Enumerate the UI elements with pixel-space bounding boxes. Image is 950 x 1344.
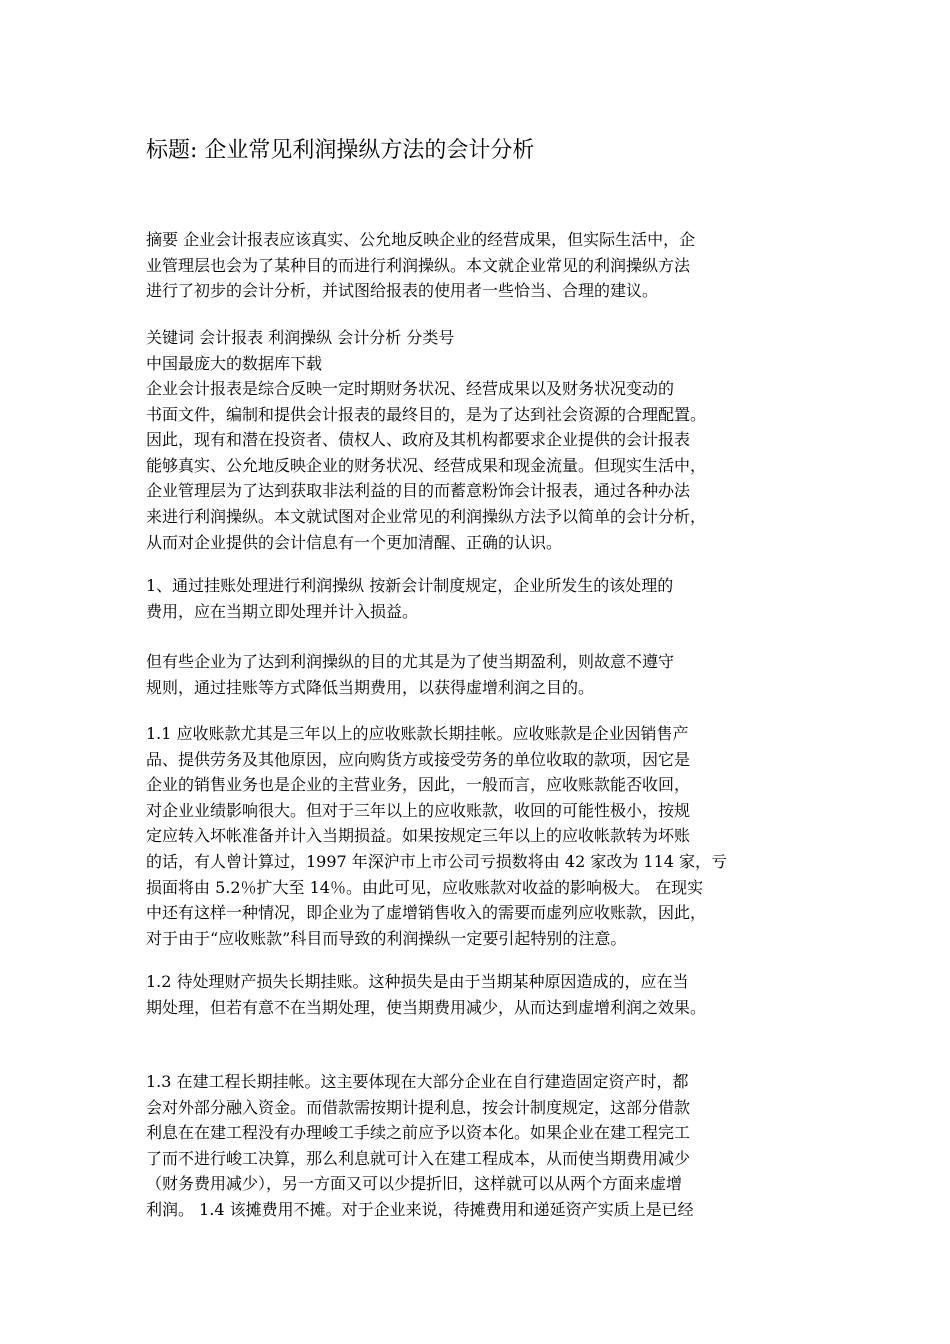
text-line: 费用，应在当期立即处理并计入损益。 <box>146 601 419 621</box>
text-line: 1.2 待处理财产损失长期挂账。这种损失是由于当期某种原因造成的，应在当 <box>146 972 689 991</box>
section-1-2-paragraph <box>146 969 820 1020</box>
intro-paragraph <box>146 376 820 555</box>
text-line: 因此，现有和潜在投资者、债权人、政府及其机构都要求企业提供的会计报表 <box>146 430 691 450</box>
download-line: 中国最庞大的数据库下载 <box>146 353 323 373</box>
text-line: 来进行利润操纵。本文就试图对企业常见的利润操纵方法予以简单的会计分析， <box>146 506 707 526</box>
text-line: 利润。 1.4 该摊费用不摊。对于企业来说，待摊费用和递延资产实质上是已经 <box>146 1199 694 1219</box>
section-1b-paragraph <box>146 649 820 700</box>
text-line: 企业管理层为了达到获取非法利益的目的而蓄意粉饰会计报表，通过各种办法 <box>146 481 691 501</box>
text-line: 能够真实、公允地反映企业的财务状况、经营成果和现金流量。但现实生活中， <box>146 455 707 475</box>
text-line: 1、通过挂账处理进行利润操纵 按新会计制度规定，企业所发生的该处理的 <box>146 576 674 595</box>
document-title: 标题: 企业常见利润操纵方法的会计分析 <box>146 138 535 163</box>
text-line: 期处理，但若有意不在当期处理，使当期费用减少，从而达到虚增利润之效果。 <box>146 997 707 1017</box>
text-line: 但有些企业为了达到利润操纵的目的尤其是为了使当期盈利，则故意不遵守 <box>146 652 675 671</box>
text-line: 从而对企业提供的会计信息有一个更加清醒、正确的认识。 <box>146 532 563 552</box>
keywords-line: 关键词 会计报表 利润操纵 会计分析 分类号 <box>146 328 455 347</box>
text-line: 对企业业绩影响很大。但对于三年以上的应收账款，收回的可能性极小，按规 <box>146 800 691 820</box>
abstract-paragraph <box>146 227 820 304</box>
text-line: 损面将由 5.2％扩大至 14％。由此可见，应收账款对收益的影响极大。 在现实 <box>146 877 704 897</box>
text-line: 企业会计报表是综合反映一定时期财务状况、经营成果以及财务状况变动的 <box>146 379 675 398</box>
text-line: 中还有这样一种情况，即企业为了虚增销售收入的需要而虚列应收账款，因此， <box>146 903 707 923</box>
text-line: 1.3 在建工程长期挂帐。这主要体现在大部分企业在自行建造固定资产时，都 <box>146 1072 689 1091</box>
text-line: 会对外部分融入资金。而借款需按期计提利息，按会计制度规定，这部分借款 <box>146 1097 691 1117</box>
text-line: 利息在在建工程没有办理峻工手续之前应予以资本化。如果企业在建工程完工 <box>146 1123 691 1143</box>
text-line: 摘要 企业会计报表应该真实、公允地反映企业的经营成果，但实际生活中，企 <box>146 230 696 249</box>
text-line: 规则，通过挂账等方式降低当期费用，以获得虚增利润之目的。 <box>146 677 595 697</box>
section-1-3-paragraph <box>146 1069 820 1223</box>
text-line: （财务费用减少），另一方面又可以少提折旧，这样就可以从两个方面来虚增 <box>146 1174 683 1194</box>
text-line: 业管理层也会为了某种目的而进行利润操纵。本文就企业常见的利润操纵方法 <box>146 255 691 275</box>
text-line: 的话，有人曾计算过，1997 年深沪市上市公司亏损数将由 42 家改为 114 家，亏 <box>146 851 728 871</box>
section-1-paragraph <box>146 573 820 624</box>
keywords-paragraph <box>146 325 820 376</box>
text-line: 定应转入坏帐准备并计入当期损益。如果按规定三年以上的应收帐款转为坏账 <box>146 826 691 846</box>
text-line: 1.1 应收账款尤其是三年以上的应收账款长期挂帐。应收账款是企业因销售产 <box>146 724 689 743</box>
text-line: 了而不进行峻工决算，那么利息就可计入在建工程成本，从而使当期费用减少 <box>146 1148 691 1168</box>
text-line: 企业的销售业务也是企业的主营业务，因此，一般而言，应收账款能否收回， <box>146 775 691 795</box>
text-line: 品、提供劳务及其他原因，应向购货方或接受劳务的单位收取的款项，因它是 <box>146 749 691 769</box>
text-line: 书面文件，编制和提供会计报表的最终目的，是为了达到社会资源的合理配置。 <box>146 404 707 424</box>
text-line: 进行了初步的会计分析，并试图给报表的使用者一些恰当、合理的建议。 <box>146 281 659 301</box>
section-1-1-paragraph <box>146 721 820 951</box>
text-line: 对于由于“应收账款”科目而导致的利润操纵一定要引起特别的注意。 <box>146 928 627 948</box>
